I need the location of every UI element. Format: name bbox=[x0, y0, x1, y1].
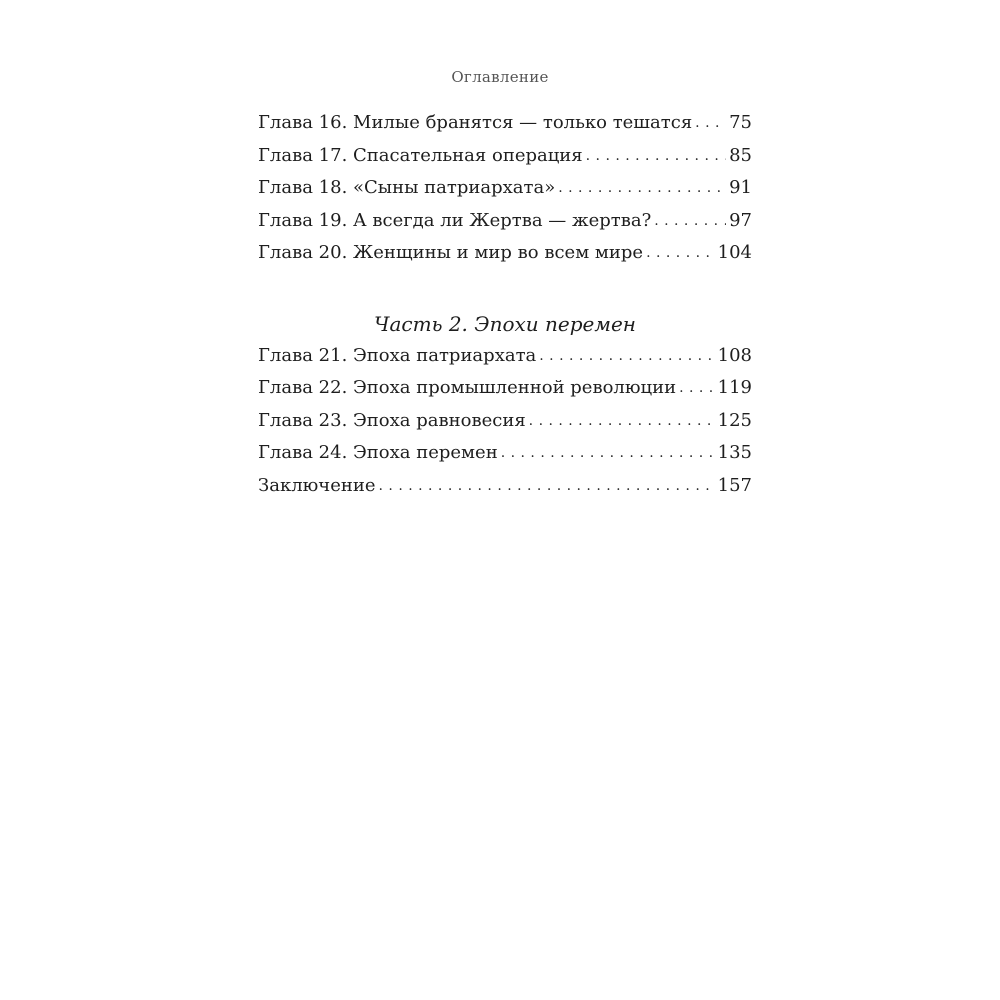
dot-leader bbox=[379, 469, 715, 503]
part-heading[interactable]: Часть 2. Эпохи перемен bbox=[374, 311, 636, 336]
running-head: Оглавление bbox=[451, 68, 549, 86]
toc-entry-page: 85 bbox=[729, 144, 752, 166]
toc-entry-title: Заключение bbox=[258, 474, 376, 496]
toc-entry[interactable] bbox=[258, 172, 752, 205]
toc-entry[interactable] bbox=[258, 437, 752, 470]
toc-entry-title: Глава 20. Женщины и мир во всем мире bbox=[258, 242, 644, 263]
toc-entry-title: Глава 22. Эпоха промышленной революции bbox=[258, 377, 677, 398]
dot-leader bbox=[501, 436, 715, 470]
toc-entry[interactable] bbox=[258, 107, 752, 140]
toc-entry[interactable] bbox=[258, 205, 752, 238]
toc-entry-page: 104 bbox=[717, 242, 752, 263]
toc-entry-page: 125 bbox=[717, 409, 752, 431]
toc-entry-page: 108 bbox=[717, 344, 752, 366]
toc-entry-page: 119 bbox=[717, 377, 752, 398]
toc-entry[interactable] bbox=[258, 405, 752, 438]
toc-entry-page: 75 bbox=[729, 112, 752, 133]
toc-entry-title: Глава 17. Спасательная операция bbox=[258, 144, 583, 166]
toc-entry[interactable] bbox=[258, 470, 752, 503]
toc-entry[interactable] bbox=[258, 237, 752, 270]
toc-entry-page: 135 bbox=[717, 442, 752, 463]
dot-leader bbox=[679, 371, 715, 405]
toc-entry-page: 91 bbox=[729, 177, 752, 198]
toc-entry-title: Глава 16. Милые бранятся — только тешатся bbox=[258, 112, 693, 133]
toc-entry-page: 157 bbox=[717, 474, 752, 496]
dot-leader bbox=[586, 139, 726, 173]
toc-entry-title: Глава 21. Эпоха патриархата bbox=[258, 344, 537, 366]
dot-leader bbox=[654, 204, 726, 238]
toc-entry[interactable] bbox=[258, 340, 752, 373]
dot-leader bbox=[558, 171, 726, 205]
toc-entry-title: Глава 24. Эпоха перемен bbox=[258, 442, 498, 463]
dot-leader bbox=[539, 339, 714, 373]
dot-leader bbox=[695, 106, 726, 140]
toc-entry-title: Глава 19. А всегда ли Жертва — жертва? bbox=[258, 209, 652, 231]
dot-leader bbox=[529, 404, 715, 438]
dot-leader bbox=[646, 236, 715, 270]
toc-entry-title: Глава 18. «Сыны патриархата» bbox=[258, 177, 556, 198]
toc-entry[interactable] bbox=[258, 372, 752, 405]
toc-entry-title: Глава 23. Эпоха равновесия bbox=[258, 409, 526, 431]
table-of-contents bbox=[258, 107, 752, 502]
toc-entry-page: 97 bbox=[729, 209, 752, 231]
toc-entry[interactable] bbox=[258, 140, 752, 173]
